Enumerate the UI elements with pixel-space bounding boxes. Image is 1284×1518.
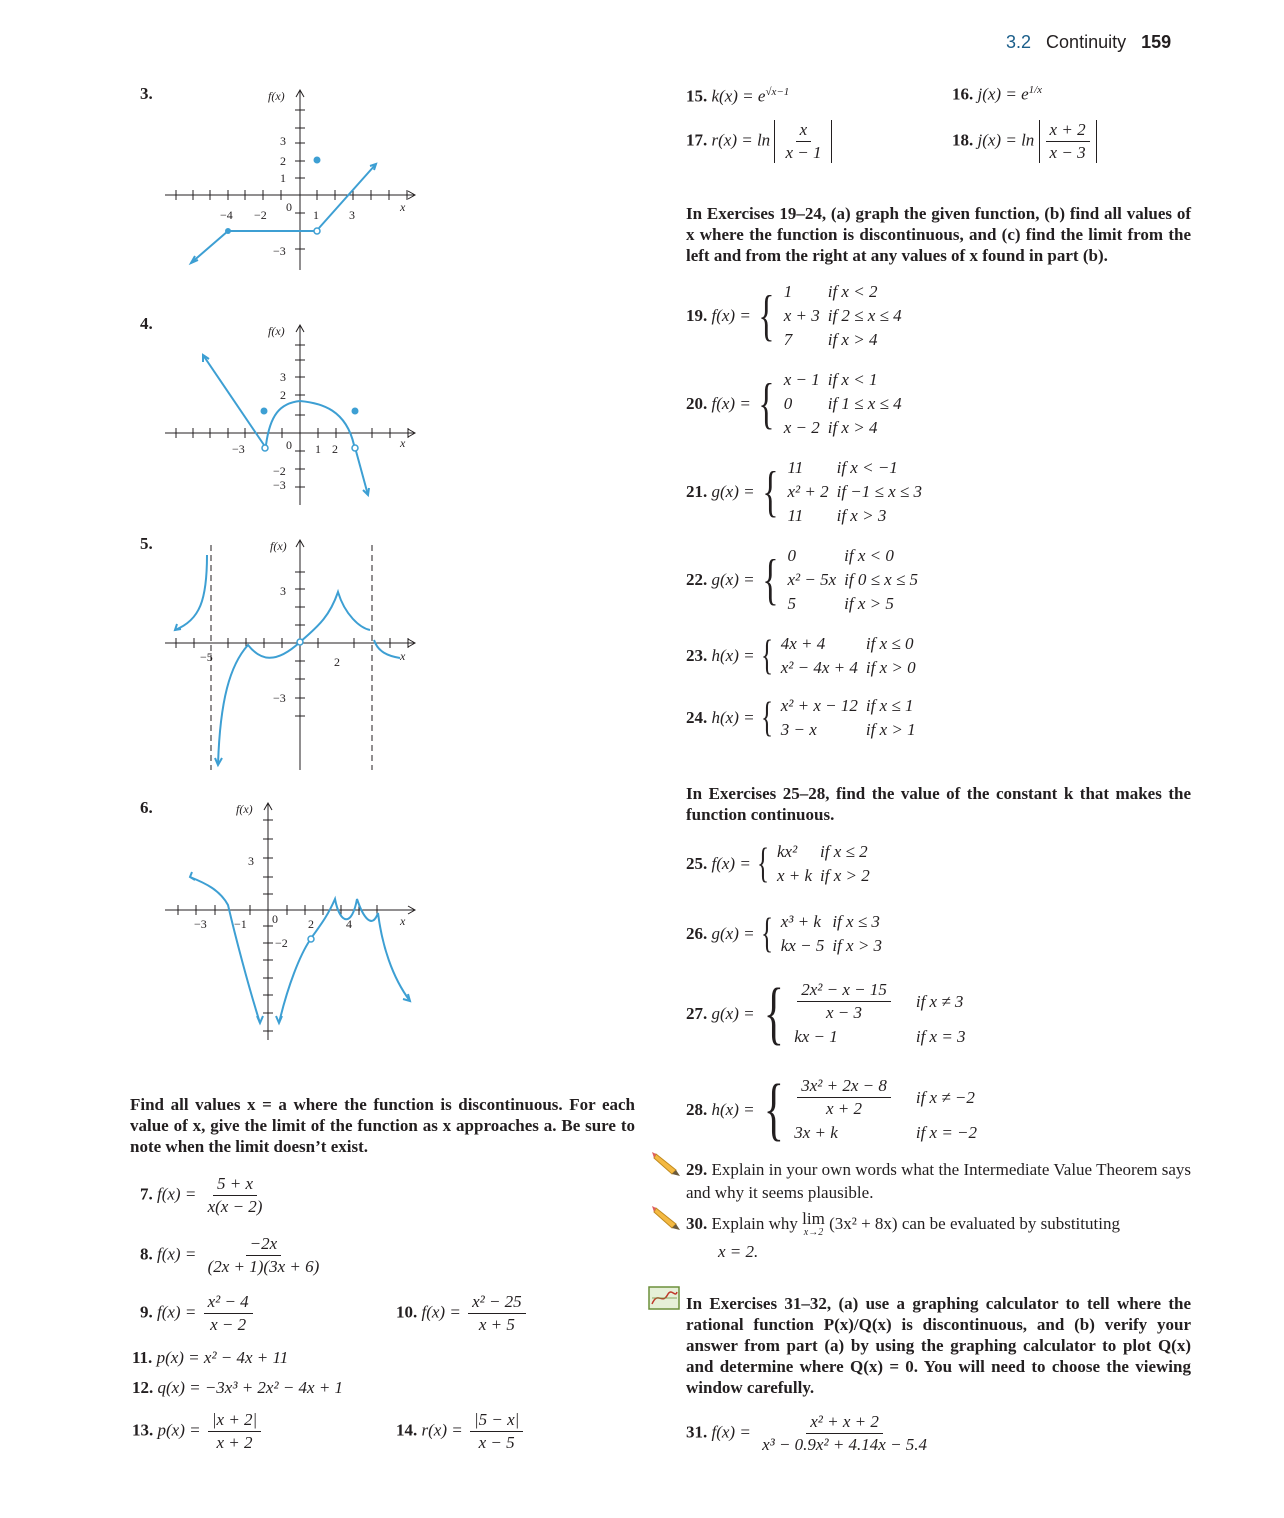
page-number: 159: [1141, 32, 1172, 52]
exercise-number: 10.: [396, 1302, 418, 1322]
x-tick-label: 3: [349, 208, 355, 222]
y-tick-label: −3: [273, 478, 286, 492]
x-tick-label: 1: [315, 442, 321, 456]
section-number: 3.2: [1006, 32, 1032, 52]
pencil-icon: [652, 1204, 682, 1232]
exercise-16: 16. $j(x) = e^{1/x}$: [952, 84, 1043, 104]
exercise-number: 12.: [132, 1378, 154, 1397]
x-tick-label: 0: [272, 912, 278, 926]
exercise-number: 13.: [132, 1420, 154, 1440]
graph-4-curve: [203, 355, 369, 495]
x-axis-label: x: [400, 200, 406, 214]
page-header: [1006, 32, 1171, 53]
x-tick-label: 2: [334, 655, 340, 669]
graph-6-number: 6.: [140, 798, 153, 817]
open-dot: [297, 639, 303, 645]
instructions-31-32: In Exercises 31–32, (a) use a graphing calculator to tell where the rational function P(x)/Q(x) is discontinuous, and (b) verify your answer from part (a) by using the graphing calculator to plot Q(x) and determine where Q(x) = 0. You will need to choose the viewing window carefully.: [686, 1294, 1191, 1397]
exercise-24: 24. h(x) = { x² + x − 12 if x ≤ 1 3 − x if x > 1: [686, 695, 916, 741]
y-tick-label: −2: [275, 936, 288, 950]
y-tick-label: 3: [280, 370, 286, 384]
open-dot: [314, 228, 320, 234]
closed-dot: [225, 228, 231, 234]
x-tick-label: −4: [220, 208, 233, 222]
open-dot: [262, 445, 268, 451]
y-axis-label: f(x): [268, 89, 285, 103]
exercise-7: 7. f(x) = $\frac{5 + x}{x(x - 2)}$: [140, 1174, 263, 1216]
x-tick-label: 2: [308, 917, 314, 931]
exercise-number: 8.: [140, 1244, 153, 1264]
exercise-number: 11.: [132, 1348, 153, 1367]
exercise-14: 14. r(x) = $\frac{|5 - x|}{x - 5}$: [396, 1410, 526, 1453]
x-axis-label: x: [400, 649, 406, 663]
y-tick-label: −3: [273, 244, 286, 258]
exercise-31: 31. f(x) = $\frac{\text{x² + x + 2}}{\text{x³ − 0.9x² + 4.14x − 5.4}}$: [686, 1412, 928, 1454]
y-tick-label: 3: [280, 584, 286, 598]
y-tick-label: 2: [280, 388, 286, 402]
instructions-7-14: Find all values x = a where the function is discontinuous. For each value of x, give the limit of the function as x approaches a. Be sure to note when the limit doesn’t exist.: [130, 1095, 635, 1156]
exercise-27: 27. g(x) = { $\frac{\text{2x² − x − 15}}{x - 3}$ if x ≠ 3 kx − 1 if x = 3: [686, 974, 966, 1052]
exercise-17: 17. r(x) = ln $\frac{x}{x - 1}$: [686, 120, 832, 163]
exercise-22: 22. g(x) = { 0 if x < 0 x² − 5x if 0 ≤ x ≤ 5 5 if x > 5: [686, 546, 919, 613]
isolated-dot: [352, 408, 359, 415]
graph-4: [160, 315, 430, 510]
exercise-30: 30. Explain why lim x→2 (3x² + 8x) can be evaluated by substituting x = 2.: [686, 1209, 1120, 1261]
section-title: Continuity: [1046, 32, 1127, 52]
graph-6-curve: [190, 872, 410, 1023]
x-axis-label: x: [400, 914, 406, 928]
x-tick-label: 0: [286, 438, 292, 452]
x-tick-label: 1: [313, 208, 319, 222]
exercise-number: 9.: [140, 1302, 153, 1322]
open-dot: [308, 936, 314, 942]
graph-6: [160, 795, 430, 1045]
x-tick-label: −1: [234, 917, 247, 931]
exercise-12: 12. q(x) = −3x³ + 2x² − 4x + 1: [132, 1378, 344, 1397]
exercise-9: 9. f(x) = $\frac{\text{x² − 4}}{x - 2}$: [140, 1292, 256, 1335]
graph-5-number: 5.: [140, 534, 153, 553]
x-tick-label: −2: [254, 208, 267, 222]
graph-4-number: 4.: [140, 314, 153, 333]
graph-5: [160, 530, 430, 775]
exercise-number: 7.: [140, 1184, 153, 1204]
x-tick-label: 4: [346, 917, 352, 931]
exercise-23: 23. h(x) = { 4x + 4 if x ≤ 0 x² − 4x + 4 if x > 0: [686, 633, 916, 679]
y-tick-label: 1: [280, 171, 286, 185]
x-tick-label: −3: [232, 442, 245, 456]
y-tick-label: −2: [273, 464, 286, 478]
y-axis-label: f(x): [270, 539, 287, 553]
x-tick-label: −5: [200, 650, 213, 664]
exercise-20: 20. f(x) = { x − 1 if x < 1 0 if 1 ≤ x ≤ 4 x − 2 if x > 4: [686, 370, 902, 437]
isolated-dot: [261, 408, 268, 415]
exercise-28: 28. h(x) = { $\frac{\text{3x² + 2x − 8}}{x + 2}$ if x ≠ −2 3x + k if x = −2: [686, 1070, 978, 1148]
exercise-15: 15. $k(x) = e^{√x-1}$: [686, 86, 790, 106]
x-tick-label: 0: [286, 200, 292, 214]
exercise-26: 26. g(x) = { x³ + k if x ≤ 3 kx − 5 if x > 3: [686, 911, 883, 957]
y-tick-label: 3: [280, 134, 286, 148]
x-tick-label: 2: [332, 442, 338, 456]
graphing-calculator-icon: [648, 1286, 680, 1310]
x-axis-label: x: [400, 436, 406, 450]
y-tick-label: −3: [273, 691, 286, 705]
exercise-21: 21. g(x) = { 11 if x < −1 x² + 2 if −1 ≤ x ≤ 3 11 if x > 3: [686, 458, 922, 525]
exercise-8: 8. f(x) = $\frac{-2x}{(2x + 1)(3x + 6)}$: [140, 1234, 320, 1276]
isolated-dot: [314, 157, 321, 164]
open-dot: [352, 445, 358, 451]
exercise-25: 25. f(x) = { kx² if x ≤ 2 x + k if x > 2: [686, 841, 870, 887]
graph-3-number: 3.: [140, 84, 153, 103]
graph-3: [160, 80, 430, 280]
y-axis-label: f(x): [268, 324, 285, 338]
exercise-13: 13. p(x) = $\frac{|x + 2|}{x + 2}$: [132, 1410, 264, 1453]
exercise-19: 19. f(x) = { 1 if x < 2 x + 3 if 2 ≤ x ≤ 4 7 if x > 4: [686, 282, 902, 349]
instructions-25-28: In Exercises 25–28, find the value of the constant k that makes the function continuous.: [686, 784, 1191, 824]
exercise-18: 18. j(x) = ln $\frac{x + 2}{x - 3}$: [952, 120, 1097, 163]
instructions-19-24: In Exercises 19–24, (a) graph the given function, (b) find all values of x where the function is discontinuous, and (c) find the limit from the left and from the right at any values of x found in part (b).: [686, 204, 1191, 265]
y-axis-label: f(x): [236, 802, 253, 816]
exercise-29: 29. Explain in your own words what the Intermediate Value Theorem says and why it seems plausible.: [686, 1160, 1192, 1202]
exercise-10: 10. f(x) = $\frac{\text{x² − 25}}{x + 5}$: [396, 1292, 529, 1335]
y-tick-label: 3: [248, 854, 254, 868]
y-tick-label: 2: [280, 154, 286, 168]
x-tick-label: −3: [194, 917, 207, 931]
exercise-number: 14.: [396, 1420, 418, 1440]
exercise-11: 11. p(x) = x² − 4x + 11: [132, 1348, 289, 1367]
pencil-icon: [652, 1150, 682, 1178]
